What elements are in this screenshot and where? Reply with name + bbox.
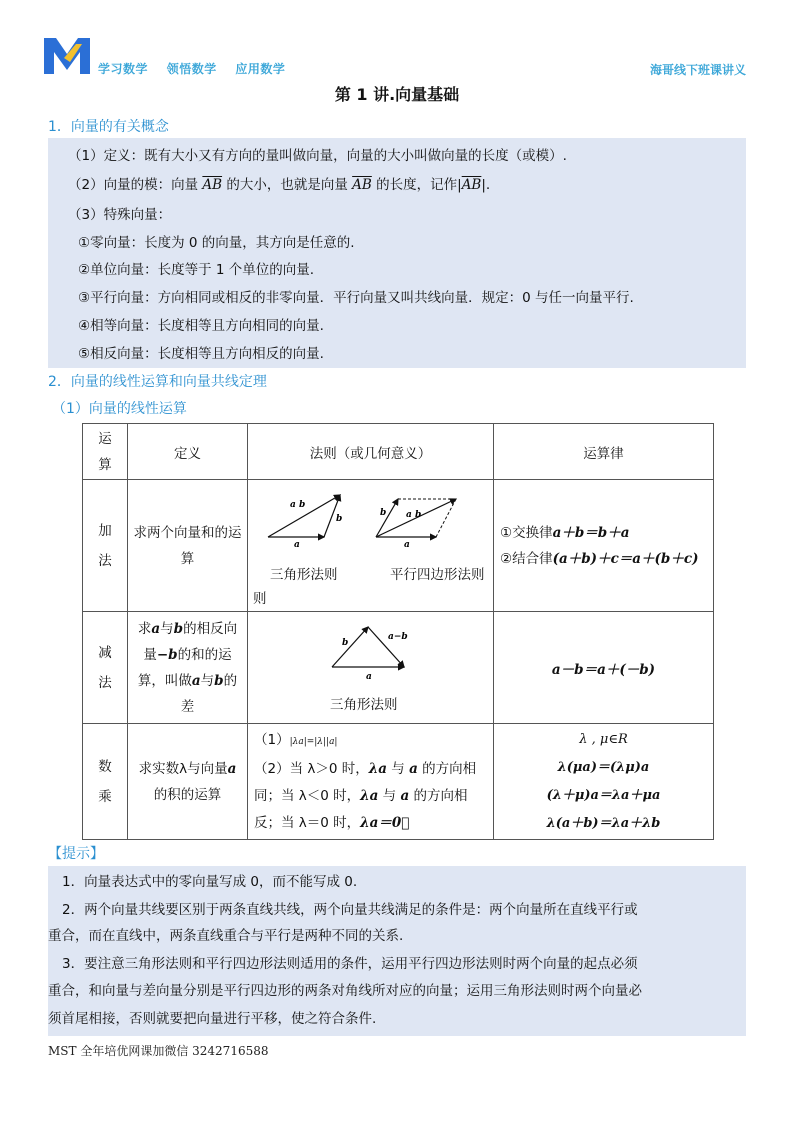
- label-b: b: [380, 507, 387, 518]
- def-addition: 求两个向量和的运算: [128, 480, 248, 612]
- subtraction-triangle-diagram: [328, 621, 420, 681]
- slogan-3: 应用数学: [235, 62, 286, 76]
- def-scalar: 求实数λ与向量a的积的运算: [128, 724, 248, 840]
- table-header-row: [83, 424, 714, 480]
- law-subtraction: a－b＝a＋(－b): [494, 612, 714, 724]
- section-2-heading: 2．向量的线性运算和向量共线定理: [48, 374, 267, 390]
- tip-1: 1．向量表达式中的零向量写成 0，而不能写成 0.: [62, 874, 358, 890]
- label-ab: a b: [406, 509, 422, 520]
- triangle-rule-label-wrap: 则: [253, 590, 267, 607]
- label-b: b: [342, 637, 349, 648]
- scalar-law-dist2: λ(a＋b)＝λa＋λb: [546, 815, 661, 831]
- table-row-subtraction: [83, 612, 714, 724]
- definition-line: （1）定义：既有大小又有方向的量叫做向量，向量的大小叫做向量的长度（或模）.: [68, 148, 567, 164]
- section-1-heading: 1．向量的有关概念: [48, 119, 169, 135]
- tip-3-end: 须首尾相接，否则就要把向量进行平移，使之符合条件.: [48, 1011, 377, 1027]
- modulus-line: （2）向量的模：向量 $\overline{AB}$ 的大小，也就是向量 $\overline{AB}$ 的长度，记作$|\overline{AB}|$.: [68, 177, 491, 193]
- op-addition: 加法: [83, 480, 128, 612]
- scalar-rule-1: （1）|λa|=|λ||a|: [254, 731, 338, 748]
- tip-3-cont: 重合，和向量与差向量分别是平行四边形的两条对角线所对应的向量；运用三角形法则时两个向量必: [48, 983, 642, 999]
- tip-2: 2．两个向量共线要区别于两条直线共线，两个向量共线满足的条件是：两个向量所在直线平行或: [62, 902, 638, 918]
- concept-panel: [48, 138, 746, 368]
- def-subtraction: 求a与b的相反向量−b的和的运算，叫做a与b的差: [128, 612, 248, 724]
- law-scalar: [494, 724, 714, 840]
- scalar-rule-4: 反；当 λ＝0 时，λa＝0⃗: [254, 814, 410, 831]
- commutative-law: ①交换律a＋b＝b＋a: [500, 524, 630, 541]
- scalar-law-dist1: (λ＋μ)a＝λa＋μa: [546, 787, 661, 803]
- brand-label: 海哥线下班课讲义: [649, 63, 746, 77]
- parallelogram-rule-diagram: [370, 493, 470, 549]
- vector-ab: $\overline{AB}$: [202, 177, 223, 193]
- rule-scalar: [248, 724, 494, 840]
- footer-contact: MST 全年培优网课加微信 3242716588: [48, 1044, 269, 1058]
- special-vectors-line: （3）特殊向量：: [68, 207, 172, 223]
- label-a: a: [366, 671, 372, 681]
- vector-ab: $\overline{AB}$: [352, 177, 372, 193]
- vector-ab: $\overline{AB}$: [461, 177, 482, 193]
- op-scalar: 数乘: [83, 724, 128, 840]
- subsection-heading: （1）向量的线性运算: [52, 401, 187, 417]
- linear-operations-table: [82, 423, 714, 840]
- slogan-1: 学习数学: [98, 62, 149, 76]
- triangle-rule-label: 三角形法则: [270, 566, 338, 583]
- scalar-law-domain: λ , μ∈R: [579, 731, 628, 747]
- law-addition: [494, 480, 714, 612]
- label-ab: a b: [290, 499, 306, 510]
- header-op: 运算: [83, 424, 128, 480]
- rule-addition: [248, 480, 494, 612]
- parallelogram-rule-label: 平行四边形法则: [390, 566, 485, 583]
- label-a: a: [404, 539, 410, 549]
- triangle-rule-diagram: [262, 489, 352, 549]
- associative-law: ②结合律(a＋b)＋c＝a＋(b＋c): [500, 550, 699, 567]
- zero-vector-line: ①零向量：长度为 0 的向量，其方向是任意的.: [78, 235, 355, 251]
- label-b: b: [336, 513, 343, 524]
- mst-logo: [42, 34, 92, 76]
- scalar-rule-3: 同；当 λ＜0 时，λa 与 a 的方向相: [254, 787, 468, 804]
- scalar-law-assoc: λ(μa)＝(λμ)a: [557, 759, 650, 775]
- label-a-minus-b: a−b: [388, 631, 408, 642]
- tip-2-cont: 重合，而在直线中，两条直线重合与平行是两种不同的关系.: [48, 928, 404, 944]
- equal-vector-line: ④相等向量：长度相等且方向相同的向量.: [78, 318, 324, 334]
- header-def: 定义: [128, 424, 248, 480]
- tips-panel: [48, 866, 746, 1036]
- tips-label: 【提示】: [48, 846, 104, 862]
- opposite-vector-line: ⑤相反向量：长度相等且方向相反的向量.: [78, 346, 324, 362]
- label-a: a: [294, 539, 300, 549]
- scalar-rule-2: （2）当 λ＞0 时，λa 与 a 的方向相: [254, 760, 477, 777]
- op-subtraction: 减法: [83, 612, 128, 724]
- sub-triangle-rule-label: 三角形法则: [330, 696, 398, 713]
- header-law: 运算律: [494, 424, 714, 480]
- unit-vector-line: ②单位向量：长度等于 1 个单位的向量.: [78, 262, 315, 278]
- table-row-addition: [83, 480, 714, 612]
- slogan-2: 领悟数学: [166, 62, 217, 76]
- parallel-vector-line: ③平行向量：方向相同或相反的非零向量．平行向量又叫共线向量．规定：0 与任一向量平行.: [78, 290, 634, 306]
- header-rule: 法则（或几何意义）: [248, 424, 494, 480]
- slogan: [98, 60, 299, 77]
- rule-subtraction: [248, 612, 494, 724]
- table-row-scalar: [83, 724, 714, 840]
- tip-3: 3．要注意三角形法则和平行四边形法则适用的条件，运用平行四边形法则时两个向量的起点必须: [62, 956, 638, 972]
- page-title: 第 1 讲.向量基础: [334, 85, 460, 104]
